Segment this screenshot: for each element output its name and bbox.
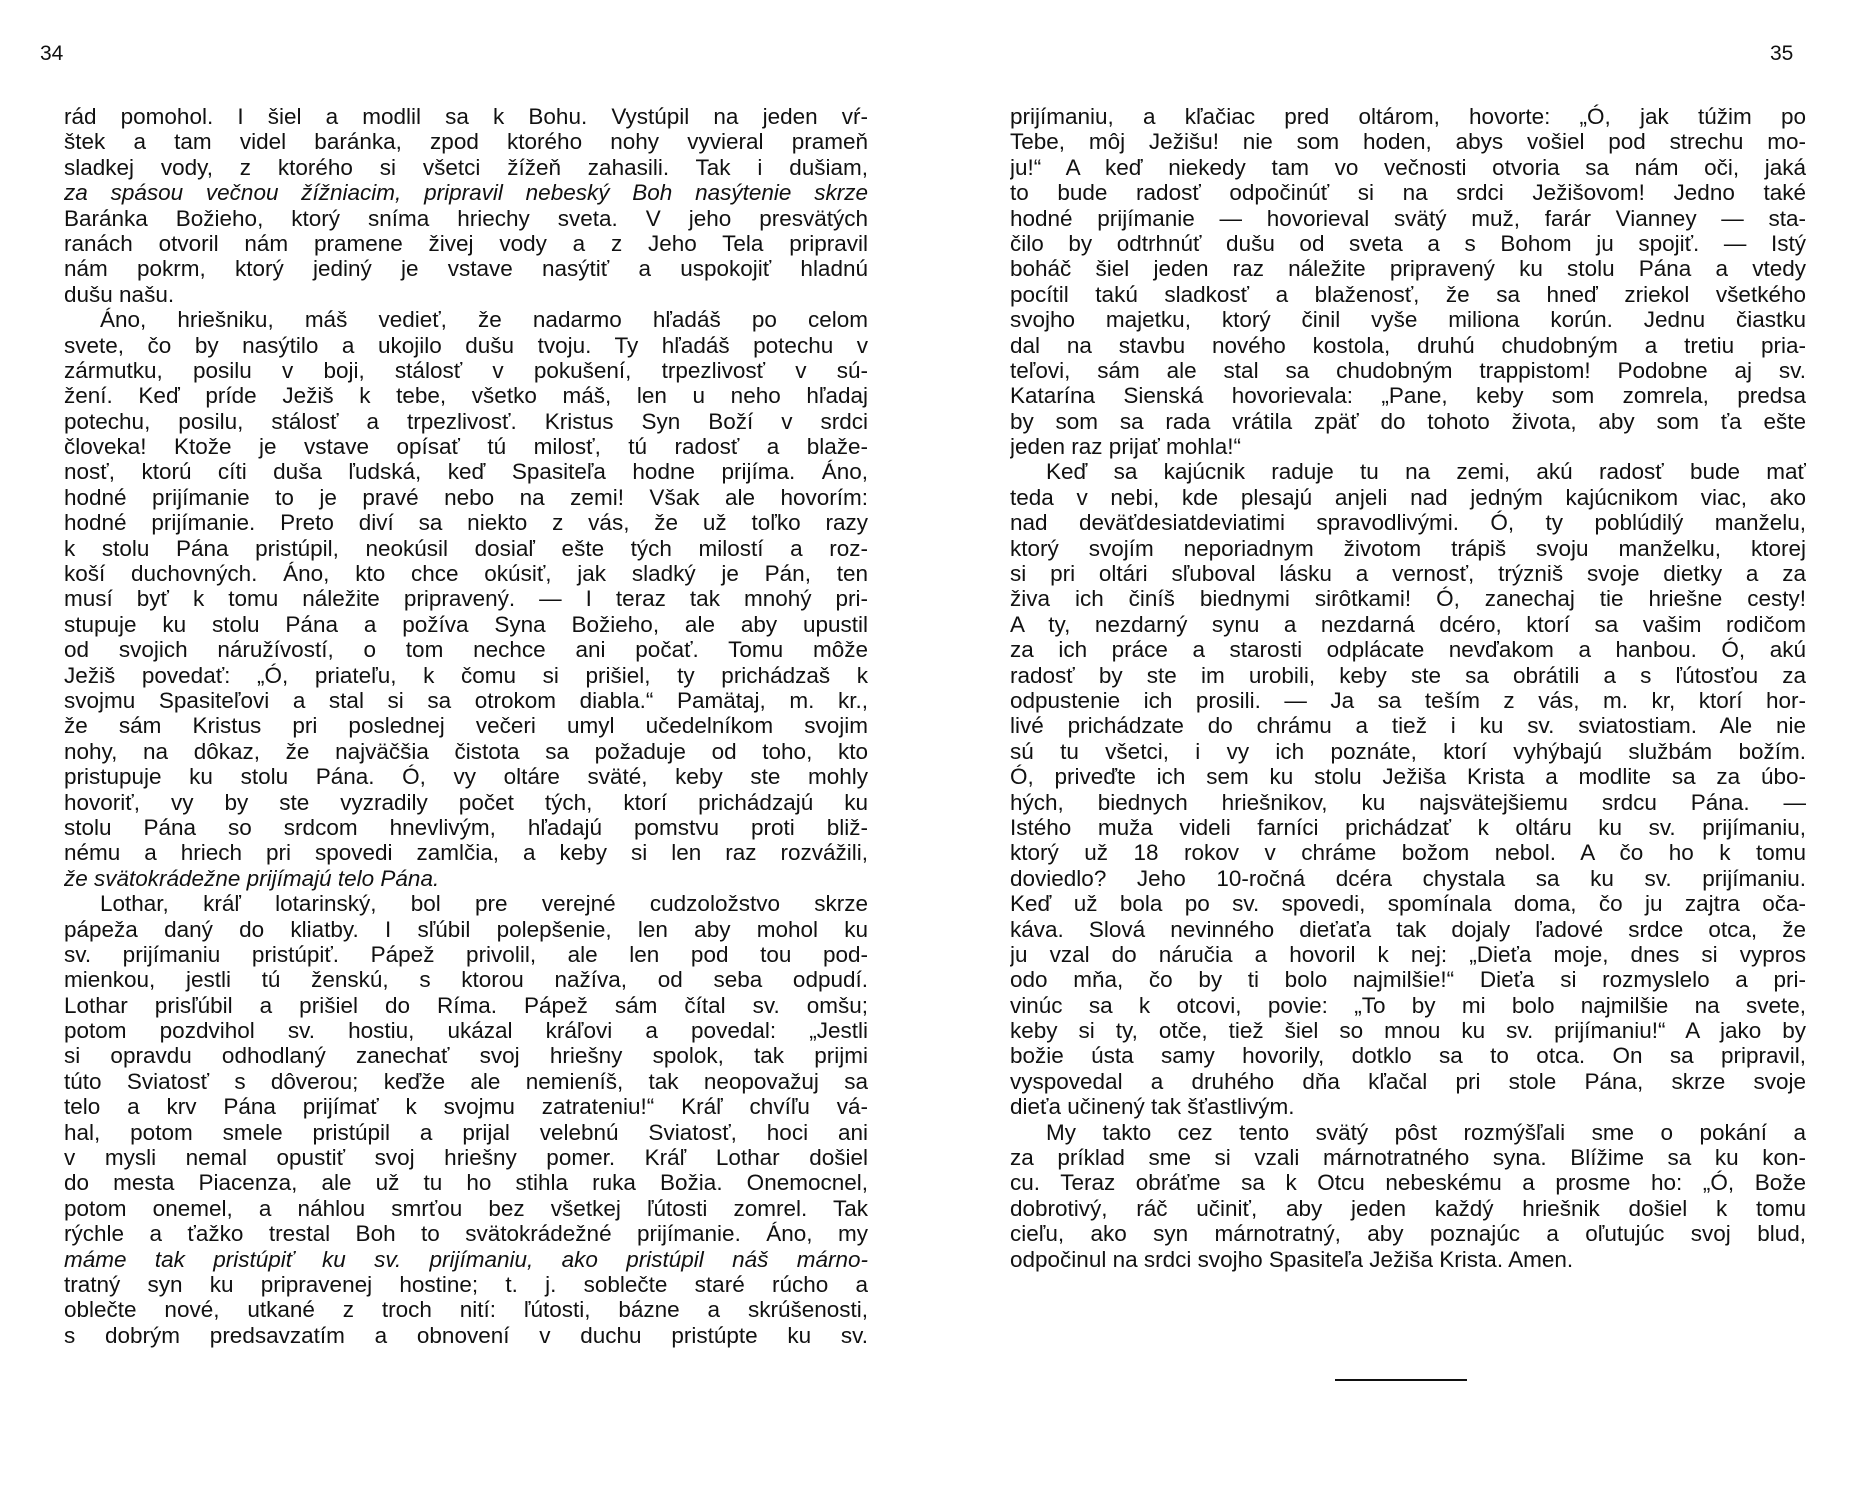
text-line: Ó, priveďte ich sem ku stolu Ježiša Krista a modlite sa za úbo- bbox=[1010, 764, 1806, 790]
text-line: Keď už bola po sv. spovedi, spomínala doma, čo ju zajtra oča- bbox=[1010, 891, 1806, 917]
text-line: vyspovedal a druhého dňa kľačal pri stole Pána, skrze svoje bbox=[1010, 1068, 1806, 1094]
text-line: túto Sviatosť s dôverou; keďže ale nemieníš, tak neopovažuj sa bbox=[64, 1068, 868, 1094]
text-line: si opravdu odhodlaný zanechať svoj hriešny spolok, tak prijmi bbox=[64, 1043, 868, 1069]
text-line: ju!“ A keď niekedy tam vo večnosti otvoria sa nám oči, jaká bbox=[1010, 154, 1806, 180]
text-line: svete, čo by nasýtilo a ukojilo dušu tvoju. Ty hľadáš potechu v bbox=[64, 332, 868, 358]
text-line: teda v nebi, kde plesajú anjeli nad jedným kajúcnikom viac, ako bbox=[1010, 484, 1806, 510]
text-line: A ty, nezdarný synu a nezdarná dcéro, ktorí sa vašim rodičom bbox=[1010, 611, 1806, 637]
text-line: jeden raz prijať mohla!“ bbox=[1010, 434, 1242, 460]
text-line: sladkej vody, z ktorého si všetci žížeň zahasili. Tak i dušiam, bbox=[64, 154, 868, 180]
text-line: od svojich náružívostí, o tom nechce ani počať. Tomu môže bbox=[64, 637, 868, 663]
text-line: livé prichádzate do chrámu a tiež i ku sv. sviatostiam. Ale nie bbox=[1010, 713, 1806, 739]
text-line: čilo by odtrhnúť dušu od sveta a s Bohom ju spojiť. — Istý bbox=[1010, 230, 1806, 256]
text-line: prijímaniu, a kľačiac pred oltárom, hovorte: „Ó, jak túžim po bbox=[1010, 104, 1806, 129]
page-number-right: 35 bbox=[1770, 42, 1794, 65]
left-page-text bbox=[64, 104, 868, 1348]
text-line: Lothar prisľúbil a prišiel do Ríma. Pápež sám čítal sv. omšu; bbox=[64, 992, 868, 1018]
text-line: dal na stavbu nového kostola, druhú chudobným a tretiu pria- bbox=[1010, 332, 1806, 358]
text-line: nohy, na dôkaz, že najväčšia čistota sa požaduje od toho, kto bbox=[64, 738, 868, 764]
text-line: Ježiš povedať: „Ó, priateľu, k čomu si prišiel, ty prichádzaš k bbox=[64, 662, 868, 688]
text-line: že svätokrádežne prijímajú telo Pána. bbox=[64, 865, 440, 891]
text-line: za spásou večnou žížniacim, pripravil nebeský Boh nasýtenie skrze bbox=[64, 180, 868, 206]
end-rule bbox=[1335, 1379, 1467, 1381]
text-line: stupuje ku stolu Pána a požíva Syna Božieho, ale aby upustil bbox=[64, 611, 868, 637]
text-line: dobrotivý, ráč učiniť, aby jeden každý hriešnik došiel k tomu bbox=[1010, 1195, 1806, 1221]
text-line: si pri oltári sľuboval lásku a vernosť, trýzniš svoje dietky a za bbox=[1010, 561, 1806, 587]
text-line: Istého muža videli farníci prichádzať k oltáru ku sv. prijímaniu, bbox=[1010, 814, 1806, 840]
text-line: rád pomohol. I šiel a modlil sa k Bohu. Vystúpil na jeden vŕ- bbox=[64, 104, 868, 129]
text-line: nad deväťdesiatdeviatimi spravodlivými. Ó, ty poblúdilý manželu, bbox=[1010, 510, 1806, 536]
text-line: potom onemel, a náhlou smrťou bez všetkej ľútosti zomrel. Tak bbox=[64, 1195, 868, 1221]
text-line: pápeža daný do kliatby. I sľúbil polepšenie, len aby mohol ku bbox=[64, 916, 868, 942]
text-line: nám pokrm, ktorý jediný je vstave nasýtiť a uspokojiť hladnú bbox=[64, 256, 868, 282]
text-line: sú tu všetci, i vy ich poznáte, ktorí vyhýbajú službám božím. bbox=[1010, 738, 1806, 764]
text-line: stolu Pána so srdcom hnevlivým, hľadajú pomstvu proti bliž- bbox=[64, 814, 868, 840]
text-line: odpočinul na srdci svojho Spasiteľa Ježiša Krista. Amen. bbox=[1010, 1246, 1574, 1272]
text-line: za ich práce a starosti odplácate nevďakom a hanbou. Ó, akú bbox=[1010, 637, 1806, 663]
text-line: doviedlo? Jeho 10-ročná dcéra chystala sa ku sv. prijímaniu. bbox=[1010, 865, 1806, 891]
text-line: potechu, posilu, stálosť a trpezlivosť. Kristus Syn Boží v srdci bbox=[64, 408, 868, 434]
text-line: mienkou, jestli tú ženskú, s ktorou nažíva, od seba odpudí. bbox=[64, 967, 868, 993]
text-line: radosť by ste im urobili, keby ste sa obrátili a s ľútosťou za bbox=[1010, 662, 1806, 688]
text-line: cieľu, ako syn márnotratný, aby poznajúc a oľutujúc svoj blud, bbox=[1010, 1221, 1806, 1247]
text-line: nosť, ktorú cíti duša ľudská, keď Spasiteľa hodne prijíma. Áno, bbox=[64, 459, 868, 485]
text-line: živa ich činíš biednymi sirôtkami! Ó, zanechaj tie hriešne cesty! bbox=[1010, 586, 1806, 612]
text-line: Lothar, kráľ lotarinský, bol pre verejné cudzoložstvo skrze bbox=[100, 891, 868, 917]
text-line: to bude radosť odpočinúť si na srdci Ježišovom! Jedno také bbox=[1010, 180, 1806, 206]
text-line: štek a tam videl baránka, zpod ktorého nohy vyvieral prameň bbox=[64, 129, 868, 155]
text-line: za príklad sme si vzali márnotratného syna. Blížime sa ku kon- bbox=[1010, 1145, 1806, 1171]
text-line: by som sa rada vrátila zpäť do tohoto života, aby som ťa ešte bbox=[1010, 408, 1806, 434]
text-line: ranách otvoril nám pramene živej vody a z Jeho Tela pripravil bbox=[64, 230, 868, 256]
text-line: ju vzal do náručia a hovoril k nej: „Dieťa moje, dnes si vypros bbox=[1010, 941, 1806, 967]
text-line: pocítil takú sladkosť a blaženosť, že sa hneď zriekol všetkého bbox=[1010, 281, 1806, 307]
text-line: s dobrým predsavzatím a obnovení v duchu pristúpte ku sv. bbox=[64, 1322, 868, 1348]
text-line: v mysli nemal opustiť svoj hriešny pomer. Kráľ Lothar došiel bbox=[64, 1145, 868, 1171]
text-line: zármutku, posilu v boji, stálosť v pokušení, trpezlivosť v sú- bbox=[64, 357, 868, 383]
text-line: hodné prijímanie. Preto diví sa niekto z vás, že už toľko razy bbox=[64, 510, 868, 536]
text-line: odo mňa, čo by ti bolo najmilšie!“ Dieťa si rozmyslelo a pri- bbox=[1010, 967, 1806, 993]
text-line: máme tak pristúpiť ku sv. prijímaniu, ako pristúpil náš márno- bbox=[64, 1246, 868, 1272]
text-line: žení. Keď príde Ježiš k tebe, všetko máš, len u neho hľadaj bbox=[64, 383, 868, 409]
text-line: Keď sa kajúcnik raduje tu na zemi, akú radosť bude mať bbox=[1046, 459, 1806, 485]
text-line: My takto cez tento svätý pôst rozmýšľali sme o pokání a bbox=[1046, 1119, 1806, 1145]
text-line: keby si ty, otče, tiež šiel so mnou ku sv. prijímaniu!“ A jako by bbox=[1010, 1018, 1806, 1044]
text-line: svojmu Spasiteľovi a stal si sa otrokom diabla.“ Pamätaj, m. kr., bbox=[64, 687, 868, 713]
text-line: Tebe, môj Ježišu! nie som hoden, abys vošiel pod strechu mo- bbox=[1010, 129, 1806, 155]
text-line: ktorý svojím neporiadnym životom trápiš svoju manželku, ktorej bbox=[1010, 535, 1806, 561]
text-line: sv. prijímaniu pristúpiť. Pápež privolil, ale len pod tou pod- bbox=[64, 941, 868, 967]
text-line: káva. Slová nevinného dieťaťa tak dojaly ľadové srdce otca, že bbox=[1010, 916, 1806, 942]
text-line: do mesta Piacenza, ale už tu ho stihla ruka Božia. Onemocnel, bbox=[64, 1170, 868, 1196]
text-line: k stolu Pána pristúpil, neokúsil dosiaľ ešte tých milostí a roz- bbox=[64, 535, 868, 561]
text-line: hovoriť, vy by ste vyzradily počet tých, ktorí prichádzajú ku bbox=[64, 789, 868, 815]
page-number-left: 34 bbox=[40, 42, 64, 65]
text-line: svojho majetku, ktorý činil vyše miliona korún. Jednu čiastku bbox=[1010, 307, 1806, 333]
text-line: koší duchovných. Áno, kto chce okúsiť, jak sladký je Pán, ten bbox=[64, 561, 868, 587]
text-line: musí byť k tomu náležite pripravený. — I teraz tak mnohý pri- bbox=[64, 586, 868, 612]
text-line: potom pozdvihol sv. hostiu, ukázal kráľovi a povedal: „Jestli bbox=[64, 1018, 868, 1044]
text-line: rýchle a ťažko trestal Boh to svätokrádežné prijímanie. Áno, my bbox=[64, 1221, 868, 1247]
text-line: boháč šiel jeden raz náležite pripravený ku stolu Pána a vtedy bbox=[1010, 256, 1806, 282]
text-line: oblečte nové, utkané z troch nití: ľútosti, bázne a skrúšenosti, bbox=[64, 1297, 868, 1323]
text-line: cu. Teraz obráťme sa k Otcu nebeskému a prosme ho: „Ó, Bože bbox=[1010, 1170, 1806, 1196]
text-line: hodné prijímanie to je pravé nebo na zemi! Však ale hovorím: bbox=[64, 484, 868, 510]
text-line: teľovi, sám ale stal sa chudobným trappistom! Podobne aj sv. bbox=[1010, 357, 1806, 383]
text-line: že sám Kristus pri poslednej večeri umyl učedelníkom svojim bbox=[64, 713, 868, 739]
text-line: hodné prijímanie — hovorieval svätý muž, farár Vianney — sta- bbox=[1010, 205, 1806, 231]
text-line: človeka! Ktože je vstave opísať tú milosť, tú radosť a blaže- bbox=[64, 434, 868, 460]
text-line: telo a krv Pána prijímať k svojmu zatrateniu!“ Kráľ chvíľu vá- bbox=[64, 1094, 868, 1120]
text-line: božie ústa samy hovorily, dotklo sa to otca. On sa pripravil, bbox=[1010, 1043, 1806, 1069]
text-line: hých, biednych hriešnikov, ku najsvätejšiemu srdcu Pána. — bbox=[1010, 789, 1806, 815]
text-line: vinúc sa k otcovi, povie: „To by mi bolo najmilšie na svete, bbox=[1010, 992, 1806, 1018]
text-line: pristupuje ku stolu Pána. Ó, vy oltáre sväté, keby ste mohly bbox=[64, 764, 868, 790]
text-line: nému a hriech pri spovedi zamlčia, a keby si len raz rozvážili, bbox=[64, 840, 868, 866]
text-line: dušu našu. bbox=[64, 281, 175, 307]
text-line: Áno, hriešniku, máš vedieť, že nadarmo hľadáš po celom bbox=[100, 307, 868, 333]
right-page-text bbox=[1010, 104, 1806, 1272]
text-line: ktorý už 18 rokov v chráme božom nebol. A čo ho k tomu bbox=[1010, 840, 1806, 866]
text-line: Baránka Božieho, ktorý sníma hriechy sveta. V jeho presvätých bbox=[64, 205, 868, 231]
text-line: hal, potom smele pristúpil a prijal velebnú Sviatosť, hoci ani bbox=[64, 1119, 868, 1145]
text-line: dieťa učinený tak šťastlivým. bbox=[1010, 1094, 1295, 1120]
text-line: tratný syn ku pripravenej hostine; t. j. soblečte staré rúcho a bbox=[64, 1271, 868, 1297]
text-line: Katarína Sienská hovorievala: „Pane, keby som zomrela, predsa bbox=[1010, 383, 1806, 409]
text-line: odpustenie ich prosili. — Ja sa teším z vás, m. kr, ktorí hor- bbox=[1010, 687, 1806, 713]
